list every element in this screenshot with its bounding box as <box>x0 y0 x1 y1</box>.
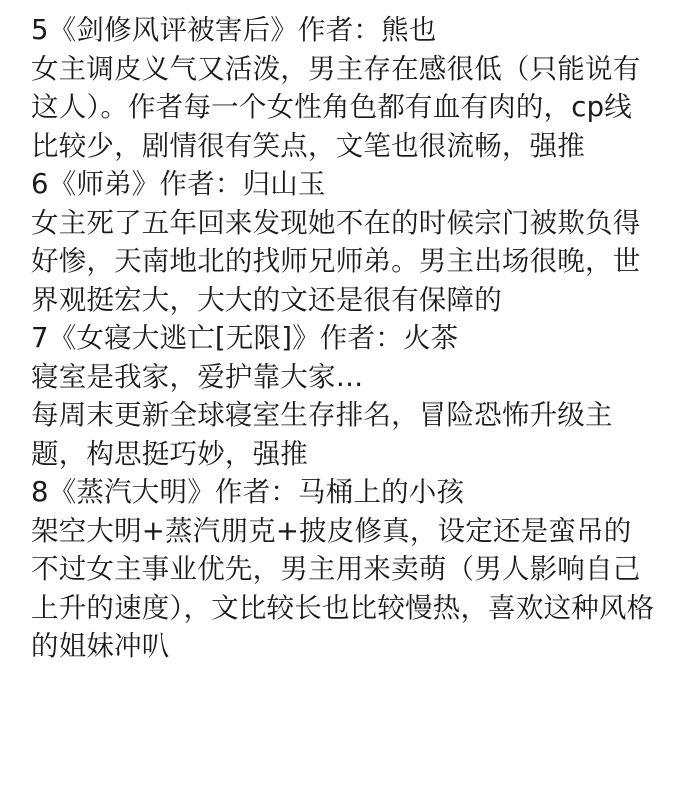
book-7-title-line: 7《女寝大逃亡[无限]》作者：火茶 <box>31 322 459 354</box>
book-5-title-line: 5《剑修风评被害后》作者：熊也 <box>31 14 437 46</box>
book-5-review-line-2: 这人）。作者每一个女性角色都有血有肉的，cp线 <box>31 91 632 123</box>
book-8-title-line: 8《蒸汽大明》作者：马桶上的小孩 <box>31 476 465 508</box>
book-7-review-line-3: 题，构思挺巧妙，强推 <box>31 437 308 470</box>
book-6-review-line-1: 女主死了五年回来发现她不在的时候宗门被欺负得 <box>31 206 641 239</box>
book-8-review-line-4: 的姐妹冲叭 <box>31 630 170 662</box>
book-8-review-line-1: 架空大明+蒸汽朋克+披皮修真，设定还是蛮吊的 <box>31 514 632 547</box>
book-6-title-line: 6《师弟》作者：归山玉 <box>31 168 326 200</box>
book-8-review-line-3: 上升的速度），文比较长也比较慢热，喜欢这种风格 <box>31 591 655 624</box>
book-5-review-line-3: 比较少，剧情很有笑点，文笔也很流畅，强推 <box>31 129 585 162</box>
book-6-review-line-2: 好惨，天南地北的找师兄师弟。男主出场很晚，世 <box>31 245 641 277</box>
book-5-review-line-1: 女主调皮义气又活泼，男主存在感很低（只能说有 <box>31 52 641 85</box>
book-6-review-line-3: 界观挺宏大，大大的文还是很有保障的 <box>31 283 502 316</box>
book-7-review-line-2: 每周末更新全球寝室生存排名，冒险恐怖升级主 <box>31 399 613 431</box>
book-8-review-line-2: 不过女主事业优先，男主用来卖萌（男人影响自己 <box>31 553 641 585</box>
book-7-review-line-1: 寝室是我家，爱护靠大家… <box>31 360 364 393</box>
